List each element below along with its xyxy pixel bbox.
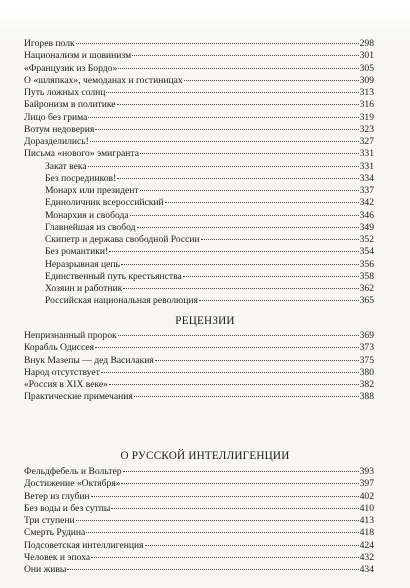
entry-title: Непризнанный пророк: [24, 330, 117, 341]
entry-title: Без посредников!: [45, 172, 117, 184]
entry-page-number: 349: [359, 221, 374, 233]
entry-page-number: 380: [359, 366, 374, 378]
toc-entry: [24, 466, 374, 478]
toc-entry: [24, 112, 374, 124]
toc-entry: [24, 503, 374, 515]
dot-leader: [165, 202, 359, 203]
entry-page-number: 316: [359, 99, 374, 111]
entry-page-number: 331: [359, 148, 374, 160]
entry-page-number: 356: [359, 258, 374, 270]
entry-title: «Французик из Бордо»: [24, 62, 118, 74]
entry-page-number: 319: [359, 111, 374, 123]
dot-leader: [184, 80, 359, 81]
toc-entry: [24, 210, 374, 222]
entry-page-number: 410: [359, 502, 374, 514]
entry-page-number: 434: [359, 564, 374, 575]
entry-title: Главнейшая из свобод: [45, 221, 136, 233]
dot-leader: [91, 496, 359, 497]
dot-leader: [88, 117, 358, 118]
toc-entry: [24, 173, 374, 185]
toc-entry: [24, 391, 374, 403]
entry-page-number: 402: [359, 490, 374, 502]
dot-leader: [86, 532, 358, 533]
dot-leader: [91, 557, 358, 558]
dot-leader: [95, 129, 358, 130]
entry-title: Игорев полк: [24, 38, 75, 49]
toc-entry: [24, 197, 374, 209]
entry-title: Три ступени: [24, 515, 75, 526]
entry-title: Практические примечания: [24, 391, 133, 403]
toc-entry: [24, 234, 374, 246]
dot-leader: [117, 104, 359, 105]
toc-entry: [24, 222, 374, 234]
toc-entry: [24, 552, 374, 564]
toc-entry: [24, 148, 374, 160]
toc-entry: [24, 124, 374, 136]
entry-title: Лицо без грима: [24, 111, 88, 123]
entry-page-number: 309: [359, 74, 374, 86]
toc-entry: [24, 527, 374, 539]
entry-title: Человек и эпоха: [24, 551, 91, 563]
entry-page-number: 388: [359, 391, 374, 403]
dot-leader: [132, 55, 358, 56]
entry-page-number: 362: [359, 283, 374, 294]
dot-leader: [155, 360, 359, 361]
entry-title: О «шляпках», чемоданах и гостиницах: [24, 74, 183, 86]
entry-page-number: 413: [359, 515, 374, 526]
section-title-intelligentsia: О РУССКОЙ ИНТЕЛЛИГЕНЦИИ: [120, 450, 290, 462]
entry-title: Единоличник всероссийский: [45, 197, 164, 209]
toc-entry: [24, 50, 374, 62]
entry-title: Единственный путь крестьянства: [45, 270, 182, 282]
entry-page-number: 346: [359, 209, 374, 221]
toc-entry: [24, 342, 374, 354]
dot-leader: [117, 178, 358, 179]
toc-entry: [24, 99, 374, 111]
entry-page-number: 352: [359, 234, 374, 245]
dot-leader: [137, 227, 359, 228]
dot-leader: [201, 239, 359, 240]
dot-leader: [118, 68, 358, 69]
entry-title: Народ отсутствует: [24, 366, 100, 378]
entry-page-number: 369: [359, 330, 374, 341]
dot-leader: [88, 166, 359, 167]
dot-leader: [109, 251, 358, 252]
toc-entry: [24, 259, 374, 271]
dot-leader: [90, 141, 359, 142]
entry-page-number: 397: [359, 478, 374, 490]
dot-leader: [76, 520, 359, 521]
entry-page-number: 334: [359, 172, 374, 184]
entry-page-number: 301: [359, 50, 374, 62]
entry-page-number: 323: [359, 123, 374, 135]
toc-entry: [24, 161, 374, 173]
entry-page-number: 354: [359, 246, 374, 258]
entry-title: Закат века: [45, 160, 87, 172]
toc-list-intelligentsia: [24, 466, 374, 576]
toc-entry: [24, 330, 374, 342]
entry-page-number: 342: [359, 197, 374, 209]
entry-page-number: 305: [359, 62, 374, 74]
dot-leader: [145, 545, 359, 546]
toc-entry: [24, 185, 374, 197]
entry-title: Достижение «Октября»: [24, 478, 121, 490]
entry-page-number: 418: [359, 527, 374, 539]
toc-entry: [24, 136, 374, 148]
toc-entry: [24, 246, 374, 258]
entry-page-number: 373: [359, 342, 374, 354]
toc-entry: [24, 87, 374, 99]
toc-entry: [24, 379, 374, 391]
toc-list-articles: [24, 38, 374, 308]
entry-title: Без воды и без сутпы: [24, 502, 111, 514]
dot-leader: [101, 372, 359, 373]
entry-page-number: 432: [359, 551, 374, 563]
entry-title: Скипетр и держава свободной России: [45, 234, 200, 245]
dot-leader: [109, 384, 359, 385]
toc-list-reviews: [24, 330, 374, 404]
dot-leader: [67, 569, 358, 570]
entry-title: Подсоветская интеллигенция: [24, 539, 144, 551]
dot-leader: [140, 190, 359, 191]
dot-leader: [121, 264, 359, 265]
dot-leader: [76, 43, 359, 44]
dot-leader: [123, 471, 359, 472]
toc-entry: [24, 283, 374, 295]
section-title-reviews: РЕЦЕНЗИИ: [175, 315, 235, 327]
entry-page-number: 393: [359, 466, 374, 477]
entry-title: Вотум недоверия: [24, 123, 95, 135]
toc-entry: [24, 367, 374, 379]
entry-title: Корабль Одиссея: [24, 342, 95, 354]
dot-leader: [134, 396, 359, 397]
dot-leader: [111, 508, 358, 509]
entry-title: Фельдфебель и Вольтер: [24, 466, 122, 477]
dot-leader: [140, 153, 359, 154]
toc-entry: [24, 491, 374, 503]
entry-page-number: 337: [359, 185, 374, 196]
entry-title: Российская национальная революция: [45, 295, 198, 307]
toc-entry: [24, 271, 374, 283]
entry-title: Доразделились!: [24, 136, 89, 147]
toc-entry: [24, 63, 374, 75]
dot-leader: [183, 276, 359, 277]
toc-entry: [24, 295, 374, 307]
dot-leader: [199, 300, 359, 301]
dot-leader: [121, 483, 358, 484]
entry-page-number: 331: [359, 160, 374, 172]
dot-leader: [123, 288, 358, 289]
entry-page-number: 382: [359, 379, 374, 390]
entry-page-number: 298: [359, 38, 374, 49]
entry-title: Внук Мазепы — дед Василакия: [24, 354, 154, 366]
toc-entry: [24, 355, 374, 367]
toc-entry: [24, 564, 374, 576]
entry-title: Путь ложных солнц: [24, 87, 106, 98]
entry-page-number: 358: [359, 270, 374, 282]
entry-title: Без романтики!: [45, 246, 109, 258]
entry-title: Байронизм в политике: [24, 99, 116, 111]
toc-entry: [24, 515, 374, 527]
toc-entry: [24, 540, 374, 552]
entry-page-number: 375: [359, 354, 374, 366]
entry-page-number: 327: [359, 136, 374, 147]
entry-page-number: 424: [359, 539, 374, 551]
entry-title: Они живы: [24, 564, 67, 575]
entry-title: Монархия и свобода: [45, 209, 129, 221]
entry-title: Неразрывная цепь: [45, 258, 120, 270]
entry-page-number: 313: [359, 87, 374, 98]
entry-page-number: 365: [359, 295, 374, 307]
entry-title: Смерть Рудина: [24, 527, 86, 539]
entry-title: «Россия в XIX веке»: [24, 379, 108, 390]
toc-entry: [24, 478, 374, 490]
entry-title: Хозяин и работник: [45, 283, 123, 294]
toc-entry: [24, 38, 374, 50]
dot-leader: [95, 347, 359, 348]
dot-leader: [118, 335, 359, 336]
entry-title: Ветер из глубин: [24, 490, 90, 502]
entry-title: Монарх или президент: [45, 185, 139, 196]
entry-title: Письма «нового» эмигранта: [24, 148, 139, 160]
entry-title: Национализм и шовинизм: [24, 50, 132, 62]
dot-leader: [106, 92, 358, 93]
dot-leader: [130, 215, 359, 216]
toc-entry: [24, 75, 374, 87]
